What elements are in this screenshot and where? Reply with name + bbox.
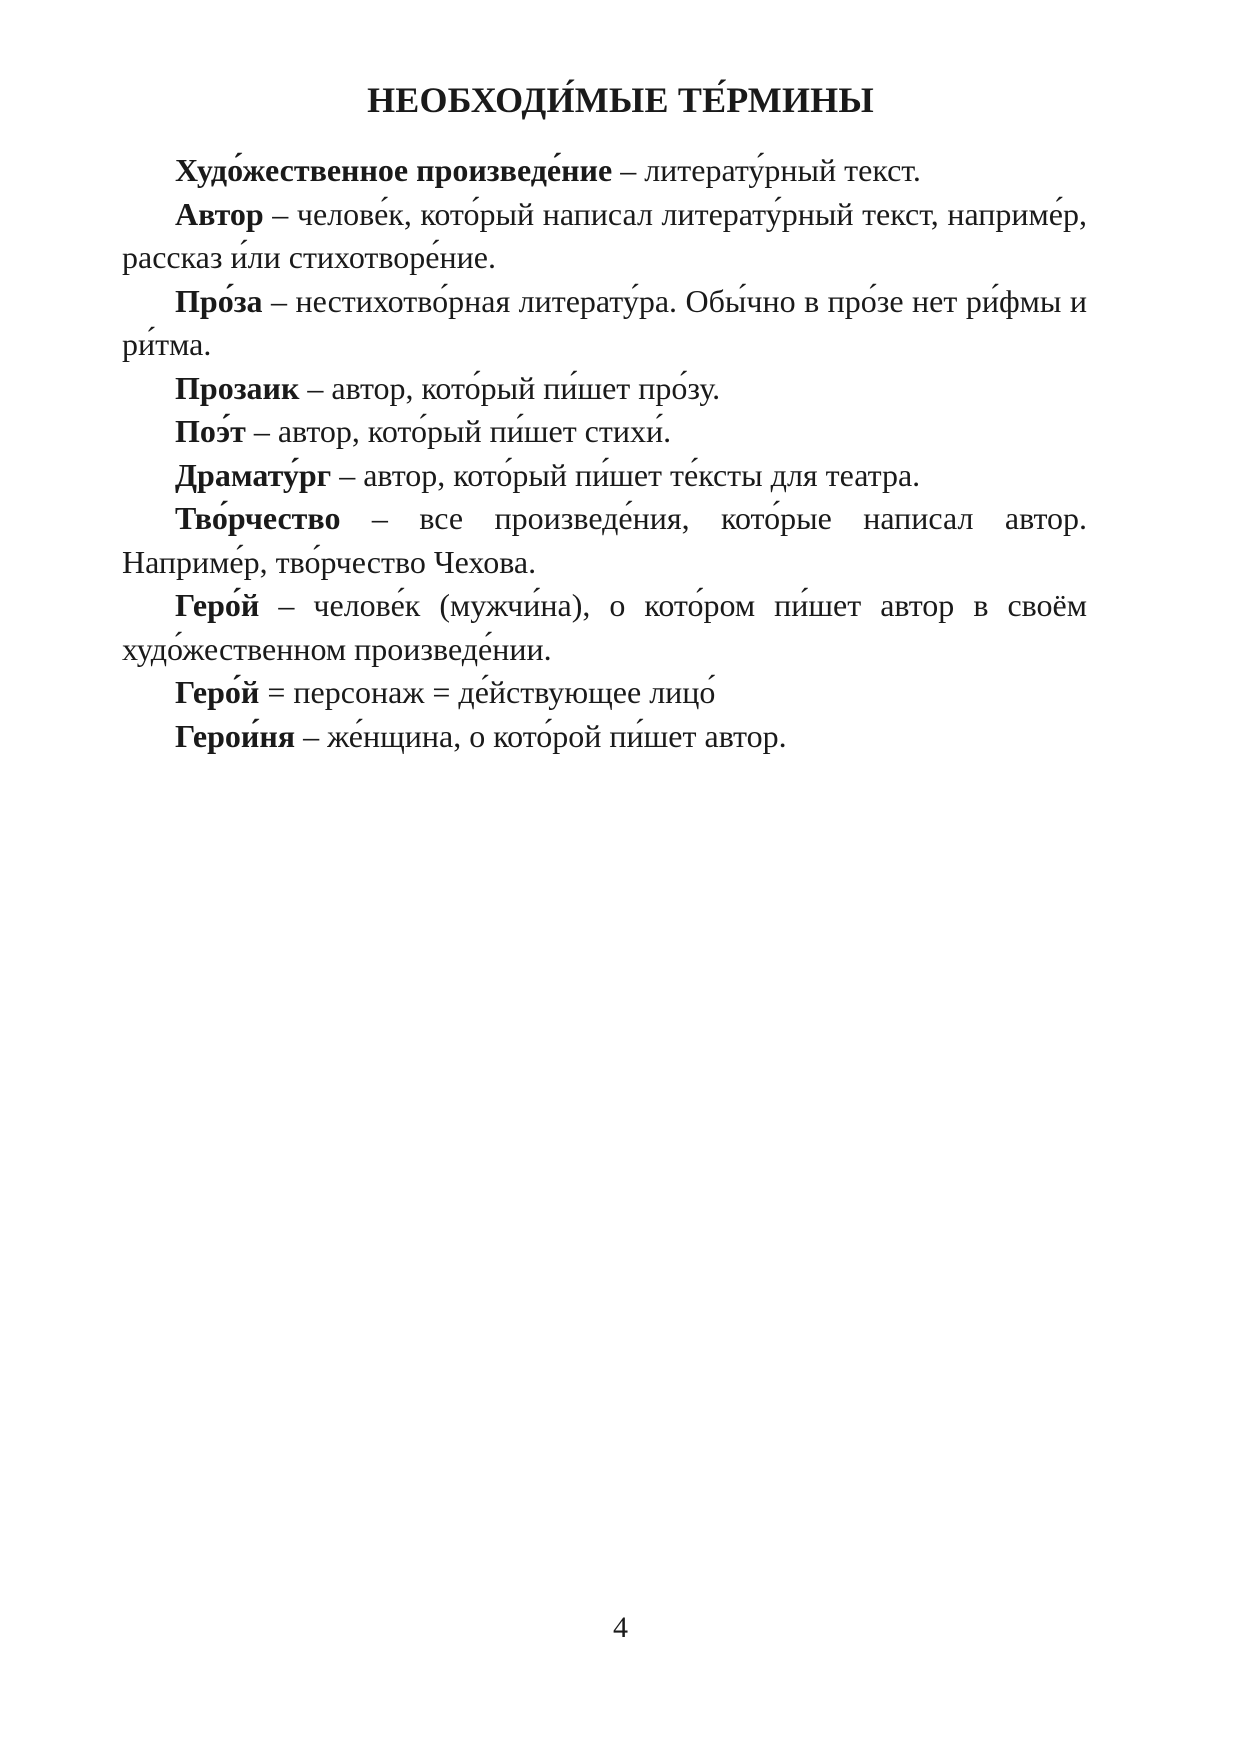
glossary-definition: – нестихотво́рная литерату́ра. Обы́чно в про́зе нет ри́фмы и ри́тма. bbox=[122, 282, 1087, 362]
glossary-definition: – автор, кото́рый пи́шет стихи́. bbox=[245, 413, 672, 449]
glossary-term: Тво́рчество bbox=[175, 500, 341, 536]
page-title: НЕОБХОДИ́МЫЕ ТЕ́РМИНЫ bbox=[367, 80, 874, 120]
glossary-definition: – челове́к, кото́рый написал литерату́рный текст, наприме́р, рассказ и́ли стихотворе́ние. bbox=[122, 195, 1087, 275]
glossary-entry-artwork bbox=[122, 149, 1087, 193]
glossary-term: Геро́й bbox=[175, 674, 260, 710]
glossary-term: Геро́й bbox=[175, 587, 260, 623]
glossary-definition: – автор, кото́рый пи́шет те́ксты для театра. bbox=[331, 456, 921, 493]
glossary-entry-oeuvre bbox=[122, 497, 1087, 584]
glossary-definition: – все произведе́ния, кото́рые написал автор. Наприме́р, тво́рчество Чехова. bbox=[122, 500, 1087, 580]
glossary-entry-prose-writer bbox=[122, 367, 1087, 411]
glossary-entry-heroine bbox=[122, 715, 1087, 759]
glossary-term: Прозаик bbox=[175, 369, 300, 406]
glossary-definition: – же́нщина, о кото́рой пи́шет автор. bbox=[295, 717, 787, 754]
glossary-entry-author bbox=[122, 193, 1087, 280]
glossary-entry-hero-synonyms bbox=[122, 671, 1087, 715]
glossary-entry-poet bbox=[122, 410, 1087, 454]
glossary-term: Автор bbox=[175, 195, 264, 232]
glossary-term: Поэ́т bbox=[175, 413, 246, 449]
glossary-term: Про́за bbox=[175, 282, 263, 319]
glossary-definition: – автор, кото́рый пи́шет про́зу. bbox=[299, 369, 721, 406]
glossary-term: Герои́ня bbox=[175, 717, 296, 754]
glossary-term: Худо́жественное произведе́ние bbox=[175, 152, 613, 188]
glossary-entry-hero bbox=[122, 584, 1087, 671]
glossary-definition: – литерату́рный текст. bbox=[612, 152, 921, 188]
glossary-definition: = персонаж = де́йствующее лицо́ bbox=[259, 674, 716, 710]
page-number: 4 bbox=[613, 1611, 628, 1644]
glossary-entry-prose bbox=[122, 280, 1087, 367]
glossary-entry-playwright bbox=[122, 454, 1087, 498]
glossary-definition: – челове́к (мужчи́на), о кото́ром пи́шет автор в своём худо́жественном произведе́нии. bbox=[122, 587, 1087, 667]
glossary-list bbox=[122, 149, 1087, 758]
glossary-term: Драмату́рг bbox=[175, 456, 332, 493]
